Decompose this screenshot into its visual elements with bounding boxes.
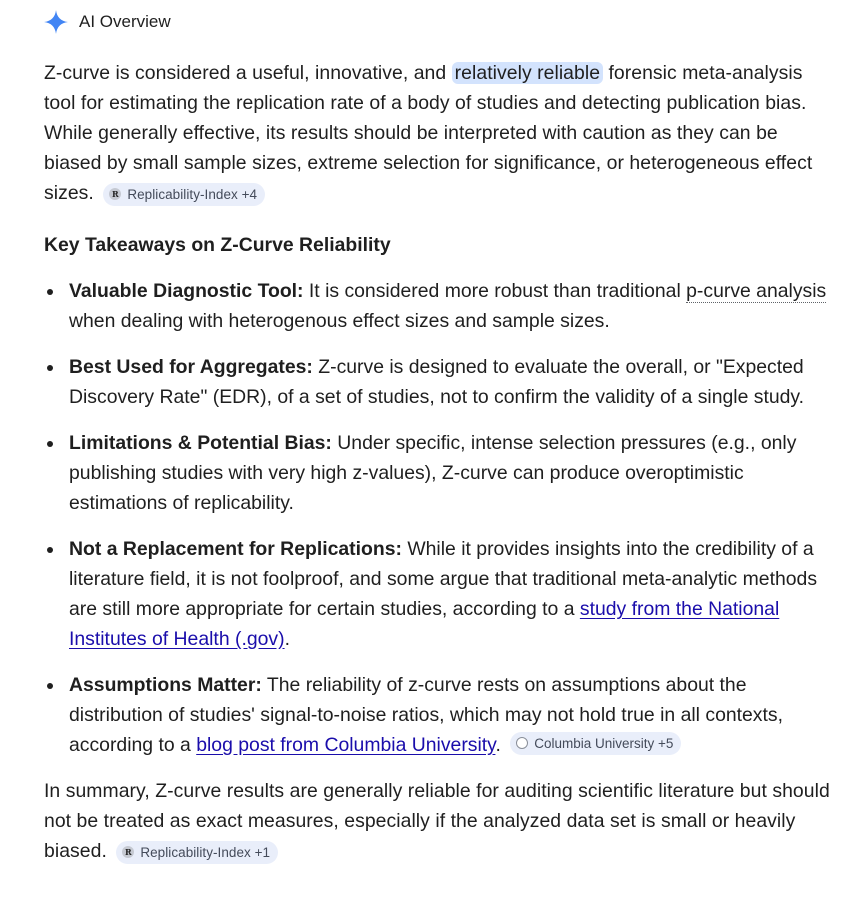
replicability-index-icon: R: [122, 846, 134, 858]
summary-text: In summary, Z-curve results are generally reliable for auditing scientific literature but should not be treated as exact measures, especially if the analyzed data set is small or heavily biased.: [44, 780, 830, 862]
source-chip-label: Columbia University +5: [534, 735, 674, 751]
ai-overview-header: [43, 0, 834, 44]
list-item: [44, 534, 834, 654]
list-item: [44, 352, 834, 412]
bullet-title: Limitations & Potential Bias:: [69, 432, 332, 454]
bullet-text: Under specific, intense selection pressures (e.g., only publishing studies with very high z-values), Z-curve can produce overoptimistic estimations of replicability.: [69, 432, 797, 514]
intro-text-rest: forensic meta-analysis tool for estimating the replication rate of a body of studies and detecting publication bias. While generally effective, its results should be interpreted with caution as they can be biased by small sample sizes, extreme selection for significance, or heterogeneous effect sizes.: [44, 62, 813, 204]
bullet-title: Valuable Diagnostic Tool:: [69, 280, 304, 302]
bullet-title: Assumptions Matter:: [69, 674, 262, 696]
nih-study-link[interactable]: study from the National Institutes of Health (.gov): [69, 598, 780, 650]
columbia-blog-link[interactable]: blog post from Columbia University: [196, 734, 496, 756]
bullet-text: The reliability of z-curve rests on assumptions about the distribution of studies' signal-to-noise ratios, which may not hold true in all contexts, according to a: [69, 674, 783, 756]
p-curve-term[interactable]: p-curve analysis: [686, 280, 827, 302]
intro-paragraph: [44, 58, 834, 208]
summary-paragraph: [44, 776, 834, 866]
highlighted-phrase[interactable]: relatively reliable: [452, 62, 603, 84]
source-chip-label: Replicability-Index +1: [140, 844, 271, 860]
list-item: [44, 428, 834, 518]
intro-text: Z-curve is considered a useful, innovative, and: [44, 62, 452, 84]
source-chip[interactable]: [116, 841, 278, 864]
sparkle-icon: [43, 9, 69, 35]
bullet-title: Best Used for Aggregates:: [69, 356, 313, 378]
bullet-text: Z-curve is designed to evaluate the overall, or "Expected Discovery Rate" (EDR), of a set of studies, not to confirm the validity of a single study.: [69, 356, 805, 408]
replicability-index-icon: R: [109, 188, 121, 200]
section-title: Key Takeaways on Z-Curve Reliability: [44, 234, 391, 256]
bullet-text: It is considered more robust than traditional: [303, 280, 687, 302]
bullet-title: Not a Replacement for Replications:: [69, 538, 402, 560]
globe-icon: [516, 737, 528, 749]
source-chip-label: Replicability-Index +4: [127, 186, 258, 202]
bullet-text: when dealing with heterogenous effect sizes and sample sizes.: [69, 310, 610, 332]
bullet-text: .: [495, 734, 501, 756]
bullet-text: .: [284, 628, 290, 650]
list-item: [44, 276, 834, 336]
source-chip[interactable]: [103, 183, 265, 206]
source-chip[interactable]: [510, 732, 681, 755]
takeaways-list: [44, 276, 834, 760]
bullet-text: While it provides insights into the credibility of a literature field, it is not foolproof, and some argue that traditional meta-analytic methods are still more appropriate for certain studies, according to a: [69, 538, 818, 620]
header-title: AI Overview: [79, 12, 171, 31]
list-item: [44, 670, 834, 760]
